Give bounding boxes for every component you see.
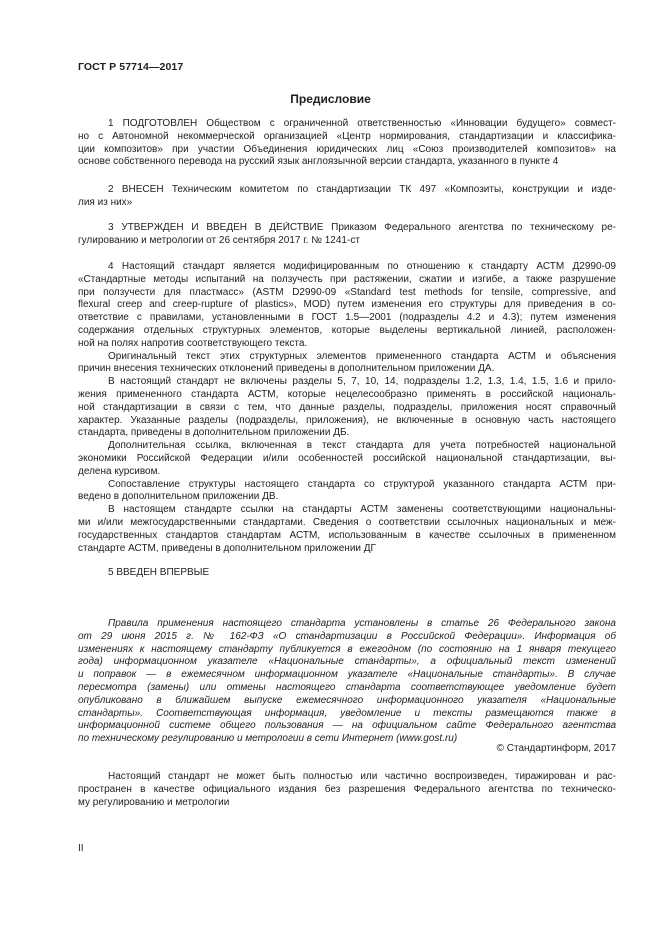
text-line: му регулированию и метрологии [78, 796, 230, 808]
text-line: содержания отдельных структурных элементов, которые выделены вертикальной линией, расположен- [78, 324, 616, 336]
text-line: ции композитов» при участии Объединения юридических лиц «Союз производителей композитов» на [78, 143, 616, 155]
text-line: и поправок — в ежемесячном информационном указателе «Национальные стандарты». В случае [78, 669, 616, 681]
text-line: ми и/или межгосударственными стандартами. Сведения о соответствии ссылочных национальных и меж- [78, 516, 616, 528]
text-line: Оригинальный текст этих структурных элементов примененного стандарта АСТМ и объяснения [108, 350, 616, 362]
text-line: государственных стандартов стандартам АСТМ, использованным в качестве ссылочных в примененном [78, 529, 616, 541]
text-line: flexural creep and creep-rupture of plastics», MOD) путем изменения его структуры для приведения в со- [78, 299, 616, 311]
text-line: 2 ВНЕСЕН Техническим комитетом по стандартизации ТК 497 «Композиты, конструкции и изде- [108, 184, 616, 195]
text-line: «Стандартные методы испытаний на ползучесть при растяжении, сжатии и изгибе, а также разрушение [78, 273, 616, 285]
text-line: ведено в дополнительном приложении ДВ. [78, 491, 279, 503]
text-line: В настоящем стандарте ссылки на стандарты АСТМ заменены соответствующими национальны- [108, 504, 616, 516]
paragraph-submitted-by [78, 184, 616, 210]
text-line: экономики Российской Федерации и/или особенностей российской национальной стандартизации, вы- [78, 452, 616, 464]
text-line: характер. Указанные разделы (подразделы, приложения), не включенные в основную часть настоящего [78, 414, 616, 426]
text-line: пересмотра (замены) или отмены настоящего стандарта соответствующее уведомление будет [78, 681, 616, 693]
text-line: стандарты». Соответствующая информация, уведомление и тексты размещаются также в [78, 707, 616, 719]
text-line: делена курсивом. [78, 465, 161, 477]
document-header: ГОСТ Р 57714—2017 [78, 61, 184, 73]
text-line: жения примененного стандарта АСТМ, которые нецелесообразно применять в российской националь- [78, 388, 616, 400]
text-line: ной на полях напротив соответствующего текста. [78, 337, 308, 349]
rules-notice [78, 618, 616, 746]
text-line: 1 ПОДГОТОВЛЕН Обществом с ограниченной ответственностью «Инновации будущего» совмест- [108, 118, 616, 129]
text-line: года) информационном указателе «Национальные стандарты», а официальный текст изменений [78, 656, 616, 668]
text-line: стандарта, приведены в дополнительном приложении ДБ. [78, 427, 350, 439]
text-line: Настоящий стандарт не может быть полностью или частично воспроизведен, тиражирован и рас- [108, 771, 616, 782]
paragraph-prepared-by [78, 118, 616, 169]
copyright: © Стандартинформ, 2017 [496, 743, 616, 754]
text-line: причин внесения технических отклонений приведены в дополнительном приложении ДА. [78, 363, 495, 375]
text-line: при ползучести для пластмасс» (ASTM D2990-09 «Standard test methods for tensile, compressive, and [78, 286, 616, 298]
text-line: но с Автономной некоммерческой организацией «Центр нормирования, стандартизации и классифика- [78, 130, 616, 142]
section-title: Предисловие [290, 92, 371, 106]
text-line: лия из них» [78, 196, 133, 208]
text-line: по техническому регулированию и метрологии в сети Интернет (www.gost.ru) [78, 733, 458, 745]
text-line: информационной системе общего пользования — на официальном сайте Федерального агентства [78, 720, 616, 732]
text-line: пространен в качестве официального издания без разрешения Федерального агентства по техническо- [78, 783, 616, 795]
page-number: II [78, 843, 84, 854]
text-line: от 29 июня 2015 г. № 162-ФЗ «О стандартизации в Российской Федерации». Информация об [78, 630, 616, 642]
text-line: гулированию и метрологии от 26 сентября 2017 г. № 1241-ст [78, 234, 360, 246]
paragraph-approved [78, 222, 616, 248]
text-line: 4 Настоящий стандарт является модифицированным по отношению к стандарту АСТМ Д2990-09 [108, 261, 616, 272]
reproduction-notice [78, 771, 616, 809]
text-line: 5 ВВЕДЕН ВПЕРВЫЕ [108, 567, 210, 578]
text-line: ответствие с правилами, установленными в ГОСТ 1.5—2001 (подразделы 4.2 и 4.3); путем изменения [78, 312, 616, 324]
text-line: ной стандартизации в связи с тем, что данные разделы, подразделы, приложения носят справочный [78, 401, 616, 413]
text-line: 3 УТВЕРЖДЕН И ВВЕДЕН В ДЕЙСТВИЕ Приказом Федерального агентства по техническому ре- [108, 222, 616, 233]
paragraph-introduced-first [78, 567, 616, 580]
text-line: основе собственного перевода на русский язык англоязычной версии стандарта, указанного в пункте 4 [78, 156, 559, 168]
text-line: В настоящий стандарт не включены разделы 5, 7, 10, 14, подразделы 1.2, 1.3, 1.4, 1.5, 1.6 и прило- [108, 376, 616, 388]
text-line: стандарте АСТМ, приведены в дополнительном приложении ДГ [78, 542, 376, 554]
paragraph-modified-standard [78, 261, 616, 555]
text-line: опубликовано в ближайшем выпуске ежемесячного информационного указателя «Национальные [78, 694, 616, 706]
text-line: изменениях к настоящему стандарту публикуется в ежегодном (по состоянию на 1 января текущего [78, 643, 616, 655]
text-line: Сопоставление структуры настоящего стандарта со структурой указанного стандарта АСТМ при- [108, 478, 616, 490]
text-line: Дополнительная ссылка, включенная в текст стандарта для учета потребностей национальной [108, 440, 616, 452]
text-line: Правила применения настоящего стандарта установлены в статье 26 Федерального закона [108, 618, 616, 629]
